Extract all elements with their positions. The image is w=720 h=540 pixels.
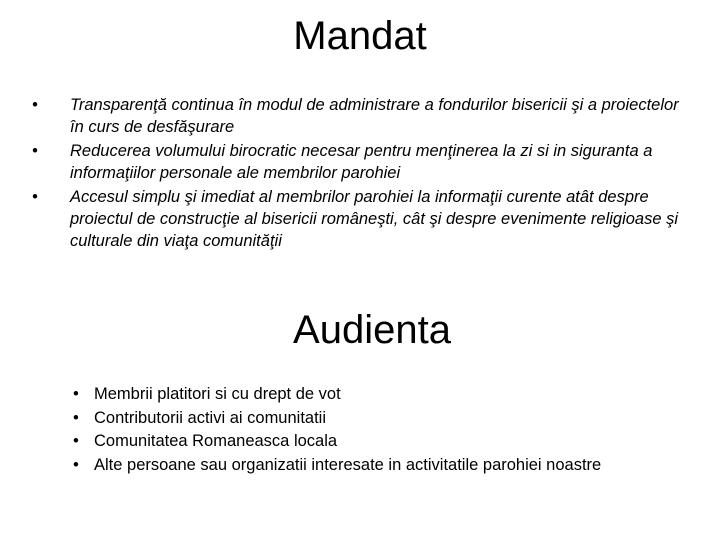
list-item [32,186,682,252]
bullet-icon: • [73,385,79,403]
list-item [73,407,713,431]
bullet-icon: • [32,96,38,114]
list-item-text: Comunitatea Romaneasca locala [94,432,338,450]
audienta-bullet-list [73,383,713,477]
list-item-text: Reducerea volumului birocratic necesar pentru menţinerea la zi si in siguranta a informaţiilor personale ale membrilor parohiei [70,142,653,182]
bullet-icon: • [32,188,38,206]
bullet-icon: • [73,455,79,474]
list-item-text: Contributorii activi ai comunitatii [94,408,327,427]
list-item [32,140,682,184]
mandat-bullet-list [32,94,682,254]
list-item [73,383,713,407]
list-item-text: Membrii platitori si cu drept de vot [94,385,341,403]
list-item-text: Accesul simplu şi imediat al membrilor parohiei la informaţii curente atât despre proiectul de construcţie al bisericii româneşti, cât şi despre evenimente religioase şi culturale din viaţa comunităţii [70,188,679,250]
list-item-text: Transparenţă continua în modul de administrare a fondurilor bisericii şi a proiectelor în curs de desfăşurare [70,96,679,136]
audienta-heading: Audienta [293,308,451,352]
mandat-heading: Mandat [293,14,427,58]
list-item [32,94,682,138]
bullet-icon: • [32,142,38,160]
list-item [73,430,713,454]
bullet-icon: • [73,408,79,427]
list-item [73,454,713,478]
list-item-text: Alte persoane sau organizatii interesate in activitatile parohiei noastre [94,455,602,474]
bullet-icon: • [73,432,79,450]
